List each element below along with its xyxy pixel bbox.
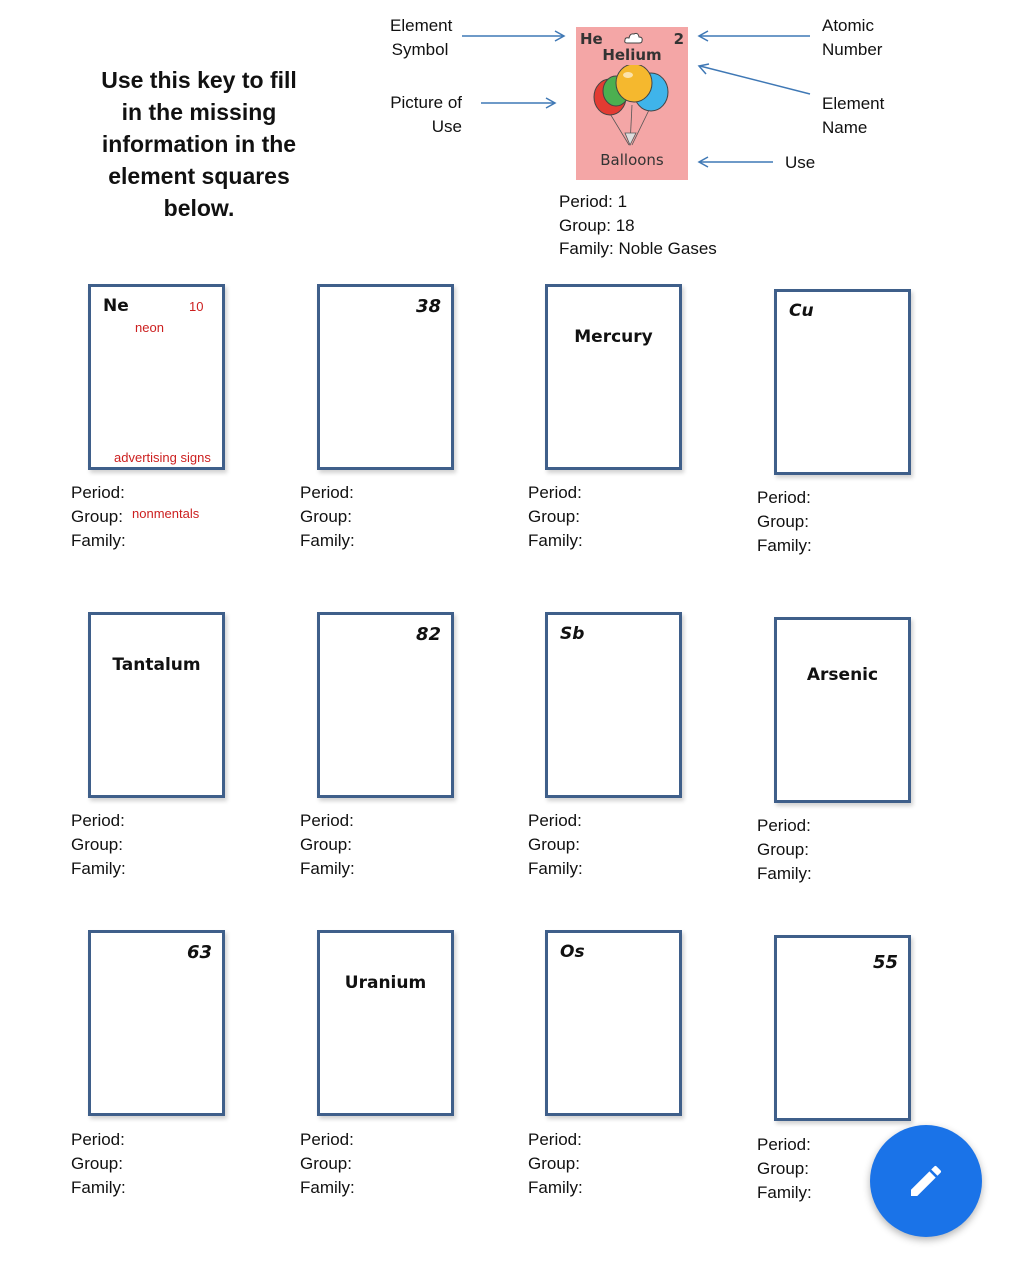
- element-square-1[interactable]: [88, 284, 225, 470]
- family-label: Family:: [757, 864, 812, 883]
- family-label: Family:: [757, 1183, 812, 1202]
- group-label: Group:: [757, 512, 809, 531]
- key-element-card: [576, 27, 688, 180]
- element-info-7: [528, 809, 583, 881]
- cloud-icon: [624, 32, 644, 45]
- key-label-atomic-number: Atomic Number: [822, 16, 883, 59]
- element-square-8[interactable]: [774, 617, 911, 803]
- period-label: Period:: [528, 811, 582, 830]
- element-name: Tantalum: [112, 655, 201, 675]
- group-label: Group:: [300, 835, 352, 854]
- period-label: Period:: [71, 1130, 125, 1149]
- group-label: Group:: [300, 507, 352, 526]
- element-square-4[interactable]: [774, 289, 911, 475]
- key-group: Group: 18: [559, 215, 635, 235]
- period-label: Period:: [71, 483, 125, 502]
- family-label: Family:: [528, 1178, 583, 1197]
- family-label: Family:: [300, 1178, 355, 1197]
- element-name: Uranium: [344, 973, 427, 993]
- element-info-4: [757, 486, 812, 558]
- group-label: Group:: [528, 835, 580, 854]
- element-info-11: [528, 1128, 583, 1200]
- element-square-9[interactable]: [88, 930, 225, 1116]
- element-symbol: Cu: [789, 301, 814, 321]
- family-label: Family:: [71, 859, 126, 878]
- group-label: Group:: [757, 1159, 809, 1178]
- period-label: Period:: [757, 816, 811, 835]
- period-label: Period:: [300, 483, 354, 502]
- period-label: Period:: [757, 488, 811, 507]
- family-label: Family:: [300, 531, 355, 550]
- element-square-11[interactable]: [545, 930, 682, 1116]
- key-period: Period: 1: [559, 192, 628, 211]
- element-square-5[interactable]: [88, 612, 225, 798]
- key-label-element-symbol: Element Symbol: [390, 16, 453, 59]
- group-label: Group:: [528, 1154, 580, 1173]
- period-label: Period:: [300, 811, 354, 830]
- pencil-icon: [906, 1161, 946, 1201]
- period-label: Period:: [528, 483, 582, 502]
- group-label: Group:: [71, 835, 123, 854]
- family-label: Family:: [71, 1178, 126, 1197]
- element-info-1: [71, 481, 126, 553]
- atomic-number: 63: [186, 942, 212, 963]
- element-use-answer: advertising signs: [114, 450, 211, 465]
- element-name: Mercury: [574, 327, 653, 347]
- element-square-6[interactable]: [317, 612, 454, 798]
- element-info-3: [528, 481, 583, 553]
- family-label: Family:: [300, 859, 355, 878]
- balloons-icon: [592, 65, 674, 147]
- key-element-name: Helium: [602, 46, 662, 64]
- group-label: Group:: [528, 507, 580, 526]
- family-label: Family:: [757, 536, 812, 555]
- key-element-use: Balloons: [600, 151, 664, 169]
- group-answer: nonmentals: [132, 506, 200, 521]
- family-label: Family:: [71, 531, 126, 550]
- element-info-6: [300, 809, 355, 881]
- element-square-3[interactable]: [545, 284, 682, 470]
- edit-button[interactable]: [870, 1125, 982, 1237]
- element-square-7[interactable]: [545, 612, 682, 798]
- element-info-10: [300, 1128, 355, 1200]
- element-info-2: [300, 481, 355, 553]
- element-square-10[interactable]: [317, 930, 454, 1116]
- key-label-element-name: Element Name: [822, 94, 885, 137]
- family-label: Family:: [528, 859, 583, 878]
- key-family: Family: Noble Gases: [559, 239, 717, 258]
- key-label-use: Use: [785, 153, 816, 172]
- element-info-8: [757, 814, 812, 886]
- period-label: Period:: [757, 1135, 811, 1154]
- element-square-12[interactable]: [774, 935, 911, 1121]
- instructions-text: Use this key to fill in the missing information in the element squares below.: [101, 67, 297, 221]
- element-symbol: Ne: [103, 296, 129, 316]
- period-label: Period:: [300, 1130, 354, 1149]
- key-arrows: [0, 0, 1014, 200]
- atomic-number: 55: [872, 952, 898, 973]
- group-label: Group:: [757, 840, 809, 859]
- key-symbol: He: [580, 30, 603, 48]
- key-atomic-number: 2: [673, 30, 684, 48]
- element-info-5: [71, 809, 126, 881]
- element-square-2[interactable]: [317, 284, 454, 470]
- group-label: Group:: [71, 1154, 123, 1173]
- atomic-number-answer: 10: [189, 299, 204, 314]
- element-name: Arsenic: [806, 665, 879, 685]
- element-info-9: [71, 1128, 126, 1200]
- element-symbol: Os: [560, 942, 585, 962]
- group-label: Group:: [71, 507, 123, 526]
- key-label-picture-of-use: Picture of Use: [390, 93, 462, 136]
- group-label: Group:: [300, 1154, 352, 1173]
- period-label: Period:: [71, 811, 125, 830]
- period-label: Period:: [528, 1130, 582, 1149]
- element-name-answer: neon: [135, 320, 164, 335]
- key-info: [559, 190, 717, 261]
- element-info-12: [757, 1133, 812, 1205]
- family-label: Family:: [528, 531, 583, 550]
- element-symbol: Sb: [560, 624, 585, 644]
- atomic-number: 82: [415, 624, 441, 645]
- atomic-number: 38: [415, 296, 441, 317]
